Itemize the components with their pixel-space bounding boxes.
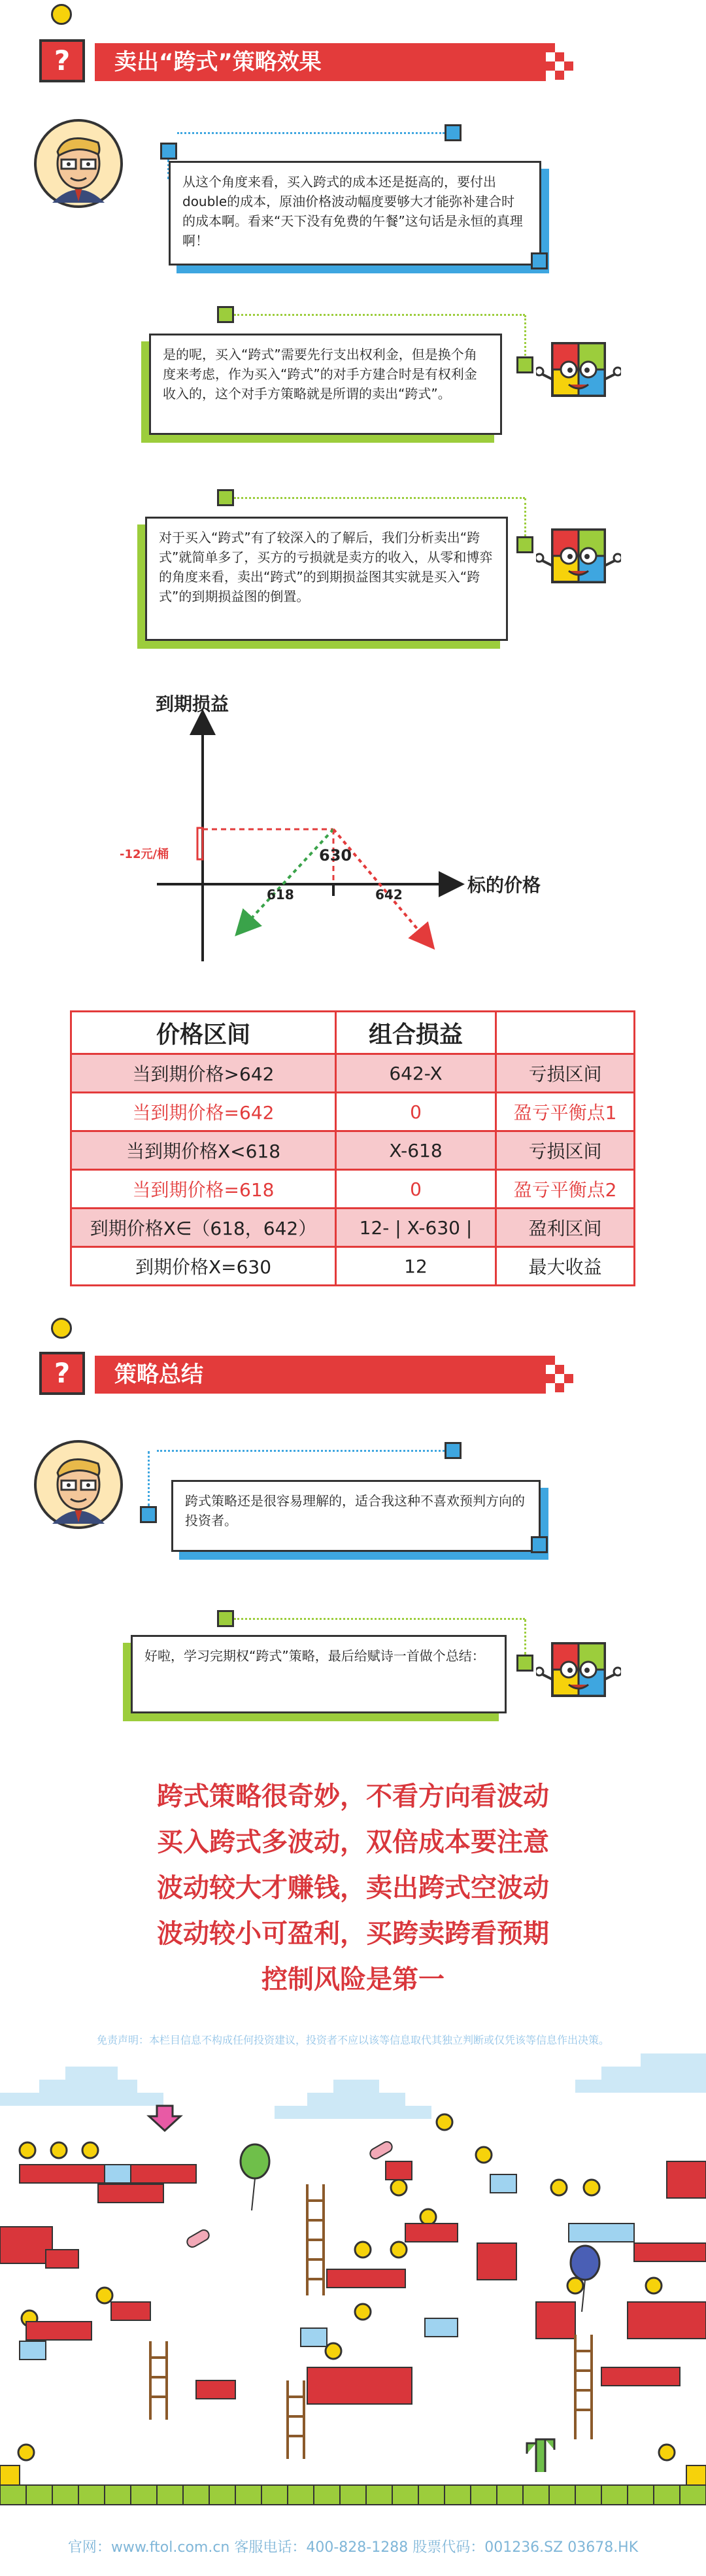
table-cell: 亏损区间	[496, 1054, 635, 1093]
table-header-row	[71, 1012, 635, 1054]
table-cell: 当到期价格X<618	[71, 1131, 336, 1170]
section-header	[33, 1344, 556, 1390]
pixel-decor	[546, 61, 555, 71]
question-icon: ?	[39, 39, 85, 82]
pixel-decor	[564, 1374, 573, 1383]
pixel-square	[516, 1655, 533, 1672]
pixel-square	[531, 252, 548, 269]
table-row	[71, 1131, 635, 1170]
table-row	[71, 1054, 635, 1093]
table-cell: X-618	[336, 1131, 496, 1170]
pixel-decor	[555, 1365, 564, 1374]
question-icon: ?	[39, 1352, 85, 1395]
table-cell: 最大收益	[496, 1247, 635, 1286]
table-row	[71, 1209, 635, 1247]
speech-bubble: 对于买入“跨式”有了较深入的了解后，我们分析卖出“跨式”就简单多了，买方的亏损就是卖方的收入，从零和博弈的角度来看，卖出“跨式”的到期损益图其实就是买入“跨式”的到期损益图的倒置。	[145, 517, 508, 641]
table-cell: 亏损区间	[496, 1131, 635, 1170]
y-axis-label: 到期损益	[156, 693, 229, 715]
table-header	[496, 1012, 635, 1054]
pixel-square	[217, 306, 234, 323]
dotted-line	[524, 498, 526, 536]
table-cell: 12	[336, 1247, 496, 1286]
disclaimer: 免责声明：本栏目信息不构成任何投资建议，投资者不应以该等信息取代其独立判断或仅凭该等信息作出决策。	[96, 2034, 609, 2046]
speech-bubble: 好啦，学习完期权“跨式”策略，最后给赋诗一首做个总结：	[131, 1635, 507, 1713]
dotted-line	[524, 1619, 526, 1655]
dotted-line	[234, 497, 525, 499]
pixel-square	[217, 489, 234, 506]
rubik-cube-mascot	[536, 1634, 621, 1719]
poem-line: 跨式策略很奇妙，不看方向看波动	[157, 1781, 549, 1812]
pixel-square	[140, 1506, 157, 1523]
pixel-square	[217, 1610, 234, 1627]
coin-icon	[51, 1318, 72, 1339]
dotted-line	[524, 315, 526, 356]
table-cell: 盈亏平衡点1	[496, 1093, 635, 1131]
table-cell: 642-X	[336, 1054, 496, 1093]
pixel-decor	[546, 1374, 555, 1383]
table-cell: 当到期价格=618	[71, 1170, 336, 1209]
table-cell: 到期价格X=630	[71, 1247, 336, 1286]
pixel-decor	[555, 1383, 564, 1392]
pixel-square	[160, 143, 177, 160]
rubik-cube-mascot	[536, 520, 621, 605]
x-axis-label: 标的价格	[467, 874, 541, 896]
teacher-avatar	[33, 1439, 124, 1530]
dotted-line	[177, 132, 445, 134]
table-row	[71, 1247, 635, 1286]
high-breakeven-label: 642	[375, 887, 403, 902]
speech-bubble: 是的呢，买入“跨式”需要先行支出权利金，但是换个角度来考虑，作为买入“跨式”的对手方建合时是有权利金收入的，这个对手方策略就是所谓的卖出“跨式”。	[149, 334, 502, 435]
poem-line: 波动较小可盈利，买跨卖跨看预期	[157, 1918, 549, 1949]
pixel-decor	[546, 43, 555, 52]
table-row	[71, 1093, 635, 1131]
table-cell: 到期价格X∈（618，642）	[71, 1209, 336, 1247]
footer-contact: 官网：www.ftol.com.cn 客服电话：400-828-1288 股票代码：001236.SZ 03678.HK	[67, 2539, 639, 2556]
speech-bubble: 跨式策略还是很容易理解的，适合我这种不喜欢预判方向的投资者。	[171, 1480, 541, 1552]
dotted-line	[148, 1451, 150, 1506]
payoff-table	[70, 1010, 635, 1286]
table-cell: 0	[336, 1093, 496, 1131]
poem-line: 买入跨式多波动，双倍成本要注意	[157, 1827, 549, 1857]
dotted-line	[157, 1450, 445, 1452]
pixel-square	[516, 536, 533, 553]
pixel-decor	[555, 71, 564, 80]
table-cell: 盈亏平衡点2	[496, 1170, 635, 1209]
payoff-diagram	[98, 687, 569, 968]
dotted-line	[234, 314, 525, 316]
dotted-line	[234, 1618, 525, 1620]
section-title: 卖出“跨式”策略效果	[95, 43, 546, 81]
table-header: 组合损益	[336, 1012, 496, 1054]
table-cell: 0	[336, 1170, 496, 1209]
speech-bubble: 从这个角度来看，买入跨式的成本还是挺高的，要付出double的成本，原油价格波动幅度要够大才能弥补建合时的成本啊。看来“天下没有免费的午餐”这句话是永恒的真理啊！	[169, 161, 541, 266]
table-header: 价格区间	[71, 1012, 336, 1054]
rubik-cube-mascot	[536, 334, 621, 419]
strike-label: 630	[319, 846, 352, 865]
poem-line: 波动较大才赚钱，卖出跨式空波动	[157, 1872, 549, 1903]
section-header	[33, 31, 556, 77]
pixel-square	[445, 124, 462, 141]
poem-line: 控制风险是第一	[261, 1964, 445, 1995]
table-cell: 12- | X-630 |	[336, 1209, 496, 1247]
table-cell: 当到期价格>642	[71, 1054, 336, 1093]
teacher-avatar	[33, 118, 124, 209]
premium-label: -12元/桶	[120, 848, 169, 861]
pixel-square	[516, 356, 533, 373]
pixel-square	[445, 1442, 462, 1459]
section-title: 策略总结	[95, 1356, 546, 1394]
coin-icon	[51, 4, 72, 25]
low-breakeven-label: 618	[267, 887, 294, 902]
game-scene-illustration	[0, 2053, 706, 2531]
pixel-decor	[555, 52, 564, 61]
table-cell: 当到期价格=642	[71, 1093, 336, 1131]
table-row	[71, 1170, 635, 1209]
table-cell: 盈利区间	[496, 1209, 635, 1247]
pixel-decor	[546, 1356, 555, 1365]
pixel-decor	[564, 61, 573, 71]
pixel-square	[531, 1536, 548, 1553]
